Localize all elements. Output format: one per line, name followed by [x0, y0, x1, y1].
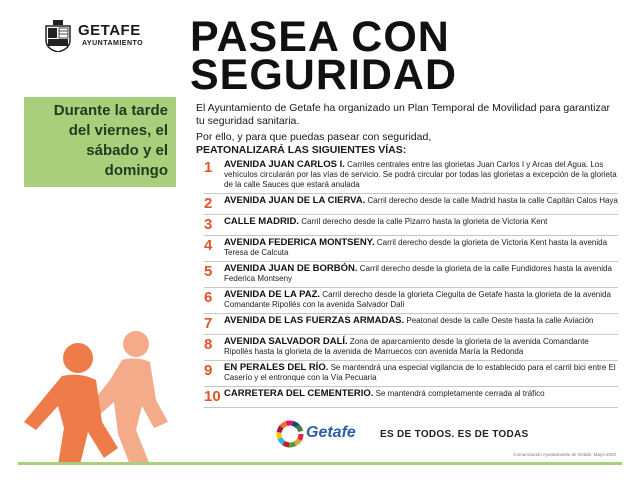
- street-name: AVENIDA JUAN DE BORBÓN.: [224, 263, 358, 274]
- street-number: 10: [204, 388, 221, 405]
- slogan: ES DE TODOS. ES DE TODAS: [380, 429, 529, 440]
- street-number: 1: [204, 159, 213, 176]
- street-detail: Carril derecho desde la glorieta Cieguita de Getafe hasta la glorieta de la avenida Comandante Ripollés con la avenida Salvador Dalí: [224, 290, 611, 309]
- street-item: [204, 314, 618, 335]
- schedule-text: Durante la tarde del viernes, el sábado y el domingo: [53, 102, 168, 179]
- street-number: 8: [204, 336, 213, 353]
- street-detail: Carril derecho desde la calle Madrid hasta la calle Capitán Calos Haya: [367, 196, 618, 205]
- street-item: [204, 262, 618, 288]
- street-text: [224, 363, 618, 383]
- street-number: 7: [204, 315, 213, 332]
- coat-of-arms-icon: [44, 20, 72, 52]
- street-item: [204, 361, 618, 387]
- street-detail: Carril derecho desde la glorieta de Victoria Kent hasta la avenida Teresa de Calcuta: [224, 238, 608, 257]
- bottom-divider: [18, 462, 622, 465]
- street-detail: Peatonal desde la calle Oeste hasta la calle Aviación: [406, 316, 594, 325]
- street-text: [224, 337, 618, 357]
- street-name: CALLE MADRID.: [224, 216, 299, 227]
- street-name: EN PERALES DEL RÍO.: [224, 362, 329, 373]
- walking-people-icon: [18, 330, 198, 465]
- street-name: AVENIDA DE LA PAZ.: [224, 289, 321, 300]
- street-number: 3: [204, 216, 213, 233]
- street-list: [204, 158, 618, 408]
- street-item: [204, 387, 618, 408]
- intro-paragraph-2: [196, 131, 616, 156]
- street-text: [224, 316, 618, 331]
- intro-paragraph-3: PEATONALIZARÁ LAS SIGUIENTES VÍAS:: [196, 143, 407, 156]
- street-detail: Zona de aparcamiento desde la glorieta de la avenida Comandante Ripollés hasta la glorieta de la avenida de Marruecos con avenida María la Redonda: [224, 337, 589, 356]
- street-item: [204, 335, 618, 361]
- street-detail: Carril derecho desde la calle Pizarro hasta la glorieta de Victoria Kent: [301, 217, 548, 226]
- street-detail: Se mantendrá una especial vigilancia de lo establecido para el carril bici entre El Caserío y el entronque con la Vía Pecuaria: [224, 363, 616, 382]
- street-number: 2: [204, 195, 213, 212]
- intro-paragraph-1: El Ayuntamiento de Getafe ha organizado un Plan Temporal de Movilidad para garantizar tu seguridad sanitaria.: [196, 102, 611, 127]
- street-name: AVENIDA DE LAS FUERZAS ARMADAS.: [224, 315, 405, 326]
- page-title: [190, 13, 610, 99]
- schedule-box: [24, 97, 176, 187]
- street-name: AVENIDA SALVADOR DALÍ.: [224, 336, 348, 347]
- street-item: [204, 236, 618, 262]
- title-line-2: SEGURIDAD: [190, 51, 458, 99]
- street-number: 9: [204, 362, 213, 379]
- logo-name: GETAFE: [78, 22, 141, 39]
- street-item: [204, 158, 618, 194]
- credit-text: Comunicación Ayuntamiento de Getafe. Mayo 2020: [513, 452, 616, 457]
- street-name: AVENIDA FEDERICA MONTSENY.: [224, 237, 375, 248]
- street-detail: Carril derecho desde la glorieta de la calle Fundidores hasta la avenida Federica Montseny: [224, 264, 612, 283]
- title-line-1: PASEA CON: [190, 13, 450, 61]
- street-text: [224, 217, 618, 232]
- street-name: AVENIDA JUAN CARLOS I.: [224, 159, 345, 170]
- street-item: [204, 288, 618, 314]
- street-number: 5: [204, 263, 213, 280]
- logo-subtitle: AYUNTAMIENTO: [82, 40, 144, 47]
- street-item: [204, 194, 618, 215]
- footer-brand: [276, 420, 576, 448]
- street-name: CARRETERA DEL CEMENTERIO.: [224, 388, 374, 399]
- street-detail: Carriles centrales entre las glorietas Juan Carlos I y Arcas del Agua. Los vehículos circularán por las vías de servicio. Se podrá circular por todas las glorietas a excepción de la glorieta de la calle Sauces que estará anulada: [224, 160, 617, 189]
- intro-paragraph-2-text: Por ello, y para que puedas pasear con seguridad,: [196, 131, 432, 143]
- street-name: AVENIDA JUAN DE LA CIERVA.: [224, 195, 366, 206]
- street-detail: Se mantendrá completamente cerrada al tráfico: [375, 389, 545, 398]
- street-text: [224, 160, 618, 190]
- street-text: [224, 196, 618, 211]
- street-number: 6: [204, 289, 213, 306]
- street-item: [204, 215, 618, 236]
- street-text: [224, 264, 618, 284]
- street-number: 4: [204, 237, 213, 254]
- street-text: [224, 389, 618, 404]
- getafe-logo: [44, 20, 174, 54]
- sdg-wheel-icon: [276, 420, 304, 448]
- brand-name: Getafe: [306, 424, 356, 441]
- street-text: [224, 238, 618, 258]
- street-text: [224, 290, 618, 310]
- intro-text: [196, 102, 616, 160]
